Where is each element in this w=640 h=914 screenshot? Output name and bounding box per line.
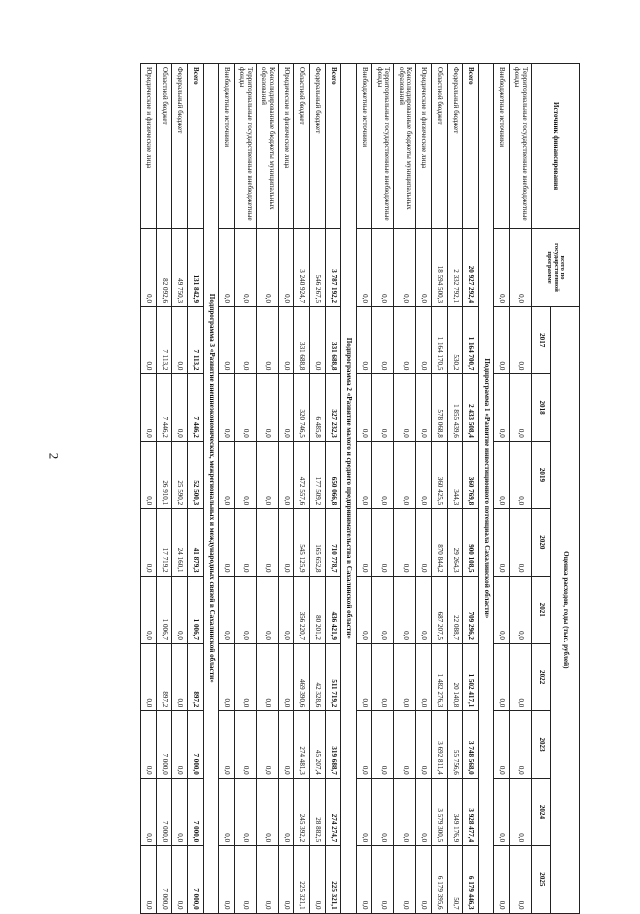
- year-value-cell: 331 688,8: [325, 307, 341, 374]
- total-cell: 3 787 192,2: [325, 229, 341, 307]
- year-value-cell: 356 220,7: [294, 576, 310, 643]
- year-value-cell: 0,0: [494, 778, 510, 845]
- source-cell: Всего: [188, 64, 204, 229]
- year-value-cell: 0,0: [141, 576, 157, 643]
- source-cell: Областной бюджет: [294, 64, 310, 229]
- year-value-cell: 0,0: [356, 307, 372, 374]
- year-value-cell: 41 879,3: [188, 509, 204, 576]
- header-year: 2021: [532, 576, 551, 643]
- year-value-cell: 0,0: [141, 509, 157, 576]
- table-row: [219, 64, 235, 914]
- year-value-cell: 0,0: [278, 374, 294, 441]
- total-cell: 20 927 292,4: [463, 229, 479, 307]
- funding-table: [140, 63, 580, 914]
- year-value-cell: 0,0: [278, 778, 294, 845]
- year-value-cell: 0,0: [494, 374, 510, 441]
- year-value-cell: 0,0: [278, 643, 294, 710]
- year-value-cell: 0,0: [416, 846, 432, 913]
- source-cell: Юридические и физические лица: [141, 64, 157, 229]
- year-value-cell: 0,0: [394, 374, 416, 441]
- header-estimate: Оценка расходов, годы (тыс. рублей): [551, 307, 580, 914]
- year-value-cell: 0,0: [510, 711, 532, 778]
- year-value-cell: 710 778,7: [325, 509, 341, 576]
- year-value-cell: 0,0: [394, 307, 416, 374]
- year-value-cell: 42 328,6: [310, 643, 326, 710]
- year-value-cell: 0,0: [234, 441, 256, 508]
- year-value-cell: 0,0: [278, 307, 294, 374]
- year-value-cell: 7 446,2: [188, 374, 204, 441]
- year-value-cell: 0,0: [510, 307, 532, 374]
- year-value-cell: 0,0: [172, 307, 188, 374]
- year-value-cell: 0,0: [494, 576, 510, 643]
- source-cell: Областной бюджет: [432, 64, 448, 229]
- year-value-cell: 0,0: [172, 374, 188, 441]
- subprogram-title: Подпрограмма 2 «Развитие малого и среднего предпринимательства в Сахалинской области»: [341, 64, 357, 914]
- year-value-cell: 0,0: [356, 374, 372, 441]
- subprogram-title: Подпрограмма 3 «Развитие внешнеэкономических, межрегиональных и международных связей в Сахалинской области»: [203, 64, 219, 914]
- year-value-cell: 0,0: [416, 509, 432, 576]
- total-cell: 3 240 924,7: [294, 229, 310, 307]
- year-value-cell: 0,0: [372, 307, 394, 374]
- page-number: 2: [46, 452, 62, 460]
- year-value-cell: 26 910,1: [156, 441, 172, 508]
- year-value-cell: 0,0: [219, 643, 235, 710]
- total-cell: 0,0: [372, 229, 394, 307]
- total-cell: 0,0: [141, 229, 157, 307]
- header-year: 2018: [532, 374, 551, 441]
- year-value-cell: 0,0: [234, 778, 256, 845]
- table-row: [325, 64, 341, 914]
- year-value-cell: 7 113,2: [156, 307, 172, 374]
- year-value-cell: 0,0: [172, 846, 188, 913]
- year-value-cell: 0,0: [372, 846, 394, 913]
- year-value-cell: 0,0: [394, 509, 416, 576]
- header-source: Источник финансирования: [532, 64, 580, 229]
- year-value-cell: 650 066,8: [325, 441, 341, 508]
- year-value-cell: 0,0: [416, 711, 432, 778]
- source-cell: Всего: [325, 64, 341, 229]
- year-value-cell: 0,0: [256, 711, 278, 778]
- table-row: [494, 64, 510, 914]
- year-value-cell: 0,0: [416, 441, 432, 508]
- year-value-cell: 0,0: [494, 307, 510, 374]
- year-value-cell: 331 688,8: [294, 307, 310, 374]
- year-value-cell: 0,0: [256, 846, 278, 913]
- header-year: 2019: [532, 441, 551, 508]
- table-row: [394, 64, 416, 914]
- header-year: 2025: [532, 846, 551, 913]
- year-value-cell: 1 502 417,1: [463, 643, 479, 710]
- year-value-cell: 3 748 568,0: [463, 711, 479, 778]
- year-value-cell: 511 719,2: [325, 643, 341, 710]
- year-value-cell: 25 590,2: [172, 441, 188, 508]
- year-value-cell: 0,0: [356, 509, 372, 576]
- source-cell: Внебюджетные источники: [219, 64, 235, 229]
- year-value-cell: 0,0: [372, 643, 394, 710]
- year-value-cell: 274 481,3: [294, 711, 310, 778]
- total-cell: 2 332 792,1: [447, 229, 463, 307]
- source-cell: Территориальные государственные внебюджетные фонды: [234, 64, 256, 229]
- table-row: [278, 64, 294, 914]
- year-value-cell: 0,0: [394, 846, 416, 913]
- year-value-cell: 0,0: [494, 643, 510, 710]
- year-value-cell: 3 928 477,4: [463, 778, 479, 845]
- year-value-cell: 0,0: [141, 643, 157, 710]
- year-value-cell: 0,0: [141, 778, 157, 845]
- year-value-cell: 709 296,2: [463, 576, 479, 643]
- year-value-cell: 0,0: [416, 576, 432, 643]
- source-cell: Территориальные государственные внебюджетные фонды: [510, 64, 532, 229]
- year-value-cell: 0,0: [234, 576, 256, 643]
- total-cell: 131 842,9: [188, 229, 204, 307]
- year-value-cell: 165 652,8: [310, 509, 326, 576]
- year-value-cell: 1 006,7: [156, 576, 172, 643]
- year-value-cell: 0,0: [278, 711, 294, 778]
- year-value-cell: 0,0: [310, 307, 326, 374]
- year-value-cell: 7 446,2: [156, 374, 172, 441]
- year-value-cell: 360 425,5: [432, 441, 448, 508]
- total-cell: 0,0: [234, 229, 256, 307]
- year-value-cell: 0,0: [172, 643, 188, 710]
- year-value-cell: 0,0: [141, 441, 157, 508]
- source-cell: Федеральный бюджет: [172, 64, 188, 229]
- year-value-cell: 0,0: [372, 441, 394, 508]
- table-row: [447, 64, 463, 914]
- year-value-cell: 0,0: [256, 374, 278, 441]
- year-value-cell: 6 485,8: [310, 374, 326, 441]
- year-value-cell: 0,0: [172, 778, 188, 845]
- table-row: [372, 64, 394, 914]
- year-value-cell: 0,0: [172, 576, 188, 643]
- total-cell: 49 750,3: [172, 229, 188, 307]
- year-value-cell: 24 160,1: [172, 509, 188, 576]
- rotated-page-content: [60, 63, 580, 913]
- year-value-cell: 0,0: [256, 576, 278, 643]
- year-value-cell: 0,0: [219, 509, 235, 576]
- source-cell: Всего: [463, 64, 479, 229]
- year-value-cell: 870 844,2: [432, 509, 448, 576]
- year-value-cell: 0,0: [172, 711, 188, 778]
- year-value-cell: 0,0: [416, 307, 432, 374]
- year-value-cell: 274 274,7: [325, 778, 341, 845]
- year-value-cell: 50,7: [447, 846, 463, 913]
- total-cell: 0,0: [494, 229, 510, 307]
- year-value-cell: 0,0: [394, 778, 416, 845]
- year-value-cell: 2 433 508,4: [463, 374, 479, 441]
- year-value-cell: 0,0: [219, 307, 235, 374]
- year-value-cell: 0,0: [234, 509, 256, 576]
- total-cell: 546 267,5: [310, 229, 326, 307]
- year-value-cell: 0,0: [219, 576, 235, 643]
- year-value-cell: 0,0: [356, 576, 372, 643]
- year-value-cell: 0,0: [394, 576, 416, 643]
- year-value-cell: 20 140,8: [447, 643, 463, 710]
- total-cell: 0,0: [416, 229, 432, 307]
- year-value-cell: 472 557,6: [294, 441, 310, 508]
- year-value-cell: 0,0: [256, 778, 278, 845]
- year-value-cell: 45 207,4: [310, 711, 326, 778]
- year-value-cell: 530,2: [447, 307, 463, 374]
- total-cell: 0,0: [278, 229, 294, 307]
- year-value-cell: 0,0: [372, 576, 394, 643]
- year-value-cell: 0,0: [416, 778, 432, 845]
- year-value-cell: 0,0: [141, 846, 157, 913]
- year-value-cell: 22 088,7: [447, 576, 463, 643]
- year-value-cell: 0,0: [356, 846, 372, 913]
- year-value-cell: 6 179 395,6: [432, 846, 448, 913]
- year-value-cell: 0,0: [356, 778, 372, 845]
- year-value-cell: 0,0: [356, 711, 372, 778]
- table-row: [172, 64, 188, 914]
- year-value-cell: 0,0: [510, 441, 532, 508]
- table-row: [294, 64, 310, 914]
- year-value-cell: 0,0: [372, 778, 394, 845]
- year-value-cell: 0,0: [416, 374, 432, 441]
- year-value-cell: 7 000,0: [156, 711, 172, 778]
- year-value-cell: 344,3: [447, 441, 463, 508]
- table-row: [188, 64, 204, 914]
- year-value-cell: 28 882,5: [310, 778, 326, 845]
- year-value-cell: 687 207,5: [432, 576, 448, 643]
- total-cell: 18 594 500,3: [432, 229, 448, 307]
- table-row: [234, 64, 256, 914]
- total-cell: 82 092,6: [156, 229, 172, 307]
- year-value-cell: 319 688,7: [325, 711, 341, 778]
- header-year: 2023: [532, 711, 551, 778]
- year-value-cell: 0,0: [356, 643, 372, 710]
- year-value-cell: 0,0: [219, 711, 235, 778]
- year-value-cell: 0,0: [510, 643, 532, 710]
- total-cell: 0,0: [219, 229, 235, 307]
- year-value-cell: 17 719,2: [156, 509, 172, 576]
- source-cell: Юридические и физические лица: [416, 64, 432, 229]
- table-row: [141, 64, 157, 914]
- header-year: 2017: [532, 307, 551, 374]
- year-value-cell: 177 509,2: [310, 441, 326, 508]
- total-cell: 0,0: [256, 229, 278, 307]
- source-cell: Внебюджетные источники: [494, 64, 510, 229]
- year-value-cell: 0,0: [494, 846, 510, 913]
- year-value-cell: 1 006,7: [188, 576, 204, 643]
- year-value-cell: 469 390,6: [294, 643, 310, 710]
- source-cell: Юридические и физические лица: [278, 64, 294, 229]
- source-cell: Консолидированные бюджеты муниципальных образований: [256, 64, 278, 229]
- year-value-cell: 7 000,0: [188, 846, 204, 913]
- table-header: [532, 64, 580, 914]
- year-value-cell: 0,0: [494, 711, 510, 778]
- source-cell: Территориальные государственные внебюджетные фонды: [372, 64, 394, 229]
- year-value-cell: 0,0: [510, 374, 532, 441]
- year-value-cell: 225 321,1: [325, 846, 341, 913]
- year-value-cell: 245 392,2: [294, 778, 310, 845]
- table-row: [432, 64, 448, 914]
- year-value-cell: 0,0: [278, 846, 294, 913]
- year-value-cell: 7 000,0: [188, 778, 204, 845]
- header-total: всего по государственной программе: [532, 229, 580, 307]
- source-cell: Федеральный бюджет: [310, 64, 326, 229]
- year-value-cell: 0,0: [494, 441, 510, 508]
- year-value-cell: 0,0: [256, 643, 278, 710]
- year-value-cell: 578 068,8: [432, 374, 448, 441]
- subprogram-row: [341, 64, 357, 914]
- year-value-cell: 0,0: [510, 576, 532, 643]
- subprogram-row: [203, 64, 219, 914]
- header-year: 2020: [532, 509, 551, 576]
- year-value-cell: 7 113,2: [188, 307, 204, 374]
- year-value-cell: 7 000,0: [156, 778, 172, 845]
- year-value-cell: 0,0: [510, 846, 532, 913]
- year-value-cell: 6 179 446,3: [463, 846, 479, 913]
- year-value-cell: 0,0: [234, 846, 256, 913]
- year-value-cell: 900 108,5: [463, 509, 479, 576]
- year-value-cell: 0,0: [356, 441, 372, 508]
- year-value-cell: 0,0: [219, 374, 235, 441]
- year-value-cell: 0,0: [510, 778, 532, 845]
- year-value-cell: 1 855 439,6: [447, 374, 463, 441]
- table-body: [141, 64, 532, 914]
- table-row: [356, 64, 372, 914]
- total-cell: 0,0: [510, 229, 532, 307]
- year-value-cell: 0,0: [141, 307, 157, 374]
- year-value-cell: 0,0: [510, 509, 532, 576]
- year-value-cell: 0,0: [372, 374, 394, 441]
- year-value-cell: 0,0: [256, 307, 278, 374]
- year-value-cell: 545 125,9: [294, 509, 310, 576]
- year-value-cell: 0,0: [494, 509, 510, 576]
- table-row: [510, 64, 532, 914]
- year-value-cell: 0,0: [219, 846, 235, 913]
- header-year: 2022: [532, 643, 551, 710]
- table-row: [463, 64, 479, 914]
- year-value-cell: 225 321,1: [294, 846, 310, 913]
- total-cell: 0,0: [394, 229, 416, 307]
- source-cell: Федеральный бюджет: [447, 64, 463, 229]
- year-value-cell: 1 164 700,7: [463, 307, 479, 374]
- year-value-cell: 0,0: [278, 441, 294, 508]
- year-value-cell: 7 000,0: [188, 711, 204, 778]
- year-value-cell: 320 746,5: [294, 374, 310, 441]
- year-value-cell: 360 769,8: [463, 441, 479, 508]
- year-value-cell: 897,2: [188, 643, 204, 710]
- table-row: [310, 64, 326, 914]
- year-value-cell: 0,0: [310, 846, 326, 913]
- year-value-cell: 0,0: [278, 509, 294, 576]
- year-value-cell: 3 579 300,5: [432, 778, 448, 845]
- year-value-cell: 7 000,0: [156, 846, 172, 913]
- year-value-cell: 436 421,9: [325, 576, 341, 643]
- total-cell: 0,0: [356, 229, 372, 307]
- year-value-cell: 0,0: [256, 441, 278, 508]
- year-value-cell: 0,0: [234, 711, 256, 778]
- year-value-cell: 0,0: [416, 643, 432, 710]
- year-value-cell: 0,0: [141, 374, 157, 441]
- table-row: [256, 64, 278, 914]
- source-cell: Консолидированные бюджеты муниципальных образований: [394, 64, 416, 229]
- table-row: [416, 64, 432, 914]
- year-value-cell: 897,2: [156, 643, 172, 710]
- year-value-cell: 327 232,3: [325, 374, 341, 441]
- year-value-cell: 1 482 276,3: [432, 643, 448, 710]
- year-value-cell: 1 164 170,5: [432, 307, 448, 374]
- year-value-cell: 0,0: [372, 711, 394, 778]
- year-value-cell: 0,0: [234, 307, 256, 374]
- year-value-cell: 0,0: [394, 643, 416, 710]
- year-value-cell: 0,0: [394, 441, 416, 508]
- source-cell: Областной бюджет: [156, 64, 172, 229]
- subprogram-title: Подпрограмма 1 «Развитие инвестиционного потенциала Сахалинской области»: [478, 64, 494, 914]
- year-value-cell: 3 692 811,4: [432, 711, 448, 778]
- year-value-cell: 349 176,9: [447, 778, 463, 845]
- year-value-cell: 0,0: [141, 711, 157, 778]
- year-value-cell: 29 264,3: [447, 509, 463, 576]
- year-value-cell: 55 756,6: [447, 711, 463, 778]
- year-value-cell: 0,0: [219, 778, 235, 845]
- header-year: 2024: [532, 778, 551, 845]
- year-value-cell: 0,0: [394, 711, 416, 778]
- source-cell: Внебюджетные источники: [356, 64, 372, 229]
- year-value-cell: 80 201,2: [310, 576, 326, 643]
- subprogram-row: [478, 64, 494, 914]
- year-value-cell: 0,0: [372, 509, 394, 576]
- year-value-cell: 0,0: [234, 643, 256, 710]
- year-value-cell: 0,0: [234, 374, 256, 441]
- table-row: [156, 64, 172, 914]
- year-value-cell: 0,0: [278, 576, 294, 643]
- year-value-cell: 0,0: [219, 441, 235, 508]
- year-value-cell: 52 500,3: [188, 441, 204, 508]
- year-value-cell: 0,0: [256, 509, 278, 576]
